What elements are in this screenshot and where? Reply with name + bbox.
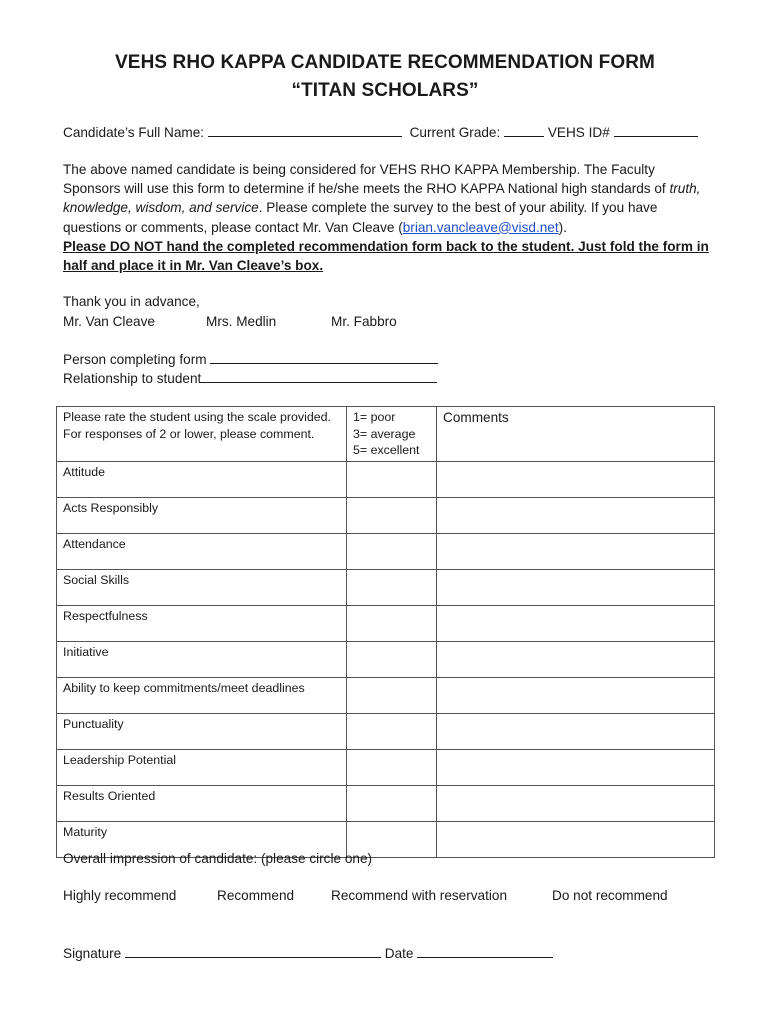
criterion-commitments: Ability to keep commitments/meet deadlines [57,678,347,714]
candidate-info-line [63,124,698,140]
rating-scale [347,407,437,462]
table-row [57,570,715,606]
comment-cell[interactable] [437,570,715,606]
criterion-initiative: Initiative [57,642,347,678]
signature-line [63,945,553,961]
criterion-maturity: Maturity [57,822,347,858]
option-highly-recommend[interactable]: Highly recommend [63,888,177,903]
table-row [57,534,715,570]
rating-cell[interactable] [347,570,437,606]
person-completing-label: Person completing form [63,352,207,367]
comments-header: Comments [437,407,715,462]
rating-table [56,406,715,858]
scale-poor: 1= poor [353,410,396,424]
criterion-respectfulness: Respectfulness [57,606,347,642]
criterion-social-skills: Social Skills [57,570,347,606]
scale-excellent: 5= excellent [353,443,420,457]
form-subtitle: “TITAN SCHOLARS” [291,80,479,101]
date-label: Date [384,946,414,961]
comment-cell[interactable] [437,534,715,570]
comment-cell[interactable] [437,714,715,750]
criterion-leadership: Leadership Potential [57,750,347,786]
rating-cell[interactable] [347,714,437,750]
sponsor-3: Mr. Fabbro [331,314,397,329]
comment-cell[interactable] [437,606,715,642]
comment-cell[interactable] [437,750,715,786]
option-recommend[interactable]: Recommend [217,888,295,903]
comment-cell[interactable] [437,678,715,714]
form-title: VEHS RHO KAPPA CANDIDATE RECOMMENDATION FORM [115,52,655,73]
table-row [57,786,715,822]
table-row [57,678,715,714]
return-instructions: Please DO NOT hand the completed recommendation form back to the student. Just fold the form in half and place it in Mr. Van Cleave’s box. [63,238,709,274]
intro-paragraph [63,160,713,275]
comment-cell[interactable] [437,822,715,858]
contact-email-link[interactable]: brian.vancleave@visd.net [402,219,559,235]
table-row [57,750,715,786]
option-do-not-recommend[interactable]: Do not recommend [552,888,668,903]
relationship-line [63,370,437,386]
criterion-acts-responsibly: Acts Responsibly [57,498,347,534]
rating-cell[interactable] [347,750,437,786]
vehs-id-label: VEHS ID# [547,125,610,140]
rating-table-header [57,407,715,462]
criterion-punctuality: Punctuality [57,714,347,750]
rating-cell[interactable] [347,786,437,822]
table-row [57,498,715,534]
option-recommend-with-reservation[interactable]: Recommend with reservation [331,888,508,903]
signature-field[interactable] [125,945,381,958]
comment-cell[interactable] [437,642,715,678]
table-row [57,642,715,678]
rating-cell[interactable] [347,534,437,570]
relationship-field[interactable] [201,370,437,383]
intro-text-2: . Please complete the survey to the best of your ability. If you have questions or comments, please contact Mr. Van Cleave ( [63,200,658,235]
candidate-name-field[interactable] [208,124,402,137]
relationship-label: Relationship to student [63,371,202,386]
values-text: truth, knowledge, wisdom, and service [63,181,701,216]
comment-cell[interactable] [437,462,715,498]
grade-field[interactable] [504,124,544,137]
intro-text-1: The above named candidate is being considered for VEHS RHO KAPPA Membership. The Faculty Sponsors will use this form to determine if he/she meets the RHO KAPPA National high standards of [63,162,670,197]
rating-cell[interactable] [347,498,437,534]
table-row [57,462,715,498]
overall-impression-label: Overall impression of candidate: (please circle one) [63,851,373,866]
criterion-attendance: Attendance [57,534,347,570]
scale-average: 3= average [353,426,416,441]
comment-cell[interactable] [437,498,715,534]
signature-label: Signature [63,946,122,961]
criterion-attitude: Attitude [57,462,347,498]
candidate-name-label: Candidate’s Full Name: [63,125,205,140]
thanks-line: Thank you in advance, [63,294,200,309]
vehs-id-field[interactable] [614,124,698,137]
table-row [57,714,715,750]
intro-text-3: ). [558,219,567,235]
rating-cell[interactable] [347,642,437,678]
rating-cell[interactable] [347,606,437,642]
comment-cell[interactable] [437,786,715,822]
person-completing-field[interactable] [210,351,438,364]
sponsor-1: Mr. Van Cleave [63,314,155,329]
date-field[interactable] [417,945,553,958]
criterion-results-oriented: Results Oriented [57,786,347,822]
sponsor-2: Mrs. Medlin [206,314,277,329]
rating-cell[interactable] [347,462,437,498]
person-completing-line [63,351,438,367]
rating-instructions: Please rate the student using the scale provided. For responses of 2 or lower, please comment. [57,407,347,462]
rating-cell[interactable] [347,678,437,714]
grade-label: Current Grade: [409,125,501,140]
table-row [57,606,715,642]
